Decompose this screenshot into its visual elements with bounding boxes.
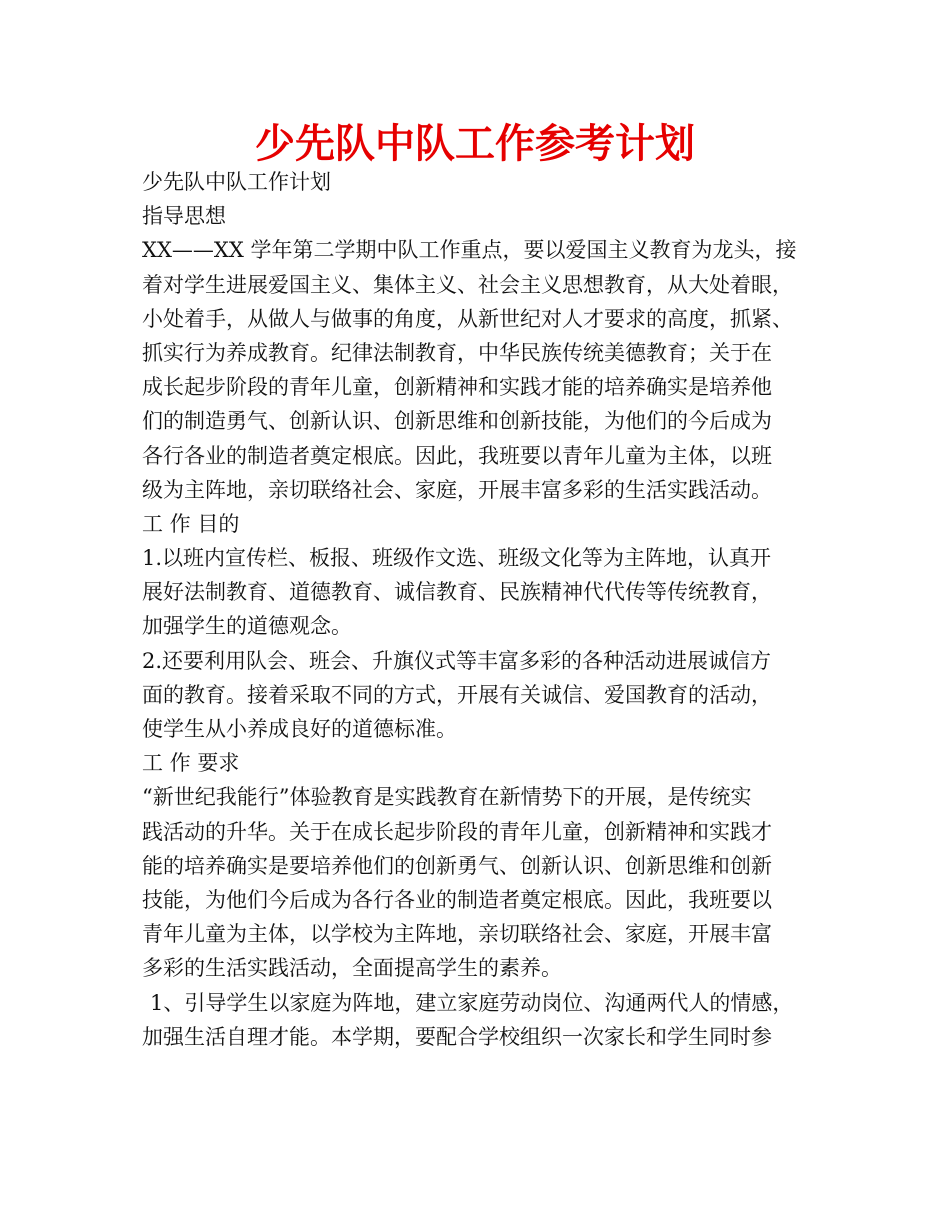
paragraph-line: 能的培养确实是要培养他们的创新勇气、创新认识、创新思维和创新 (142, 853, 772, 878)
list-item-line: 使学生从小养成良好的道德标准。 (142, 717, 457, 741)
paragraph-line: 们的制造勇气、创新认识、创新思维和创新技能，为他们的今后成为 (142, 409, 772, 434)
list-item-line: 1.以班内宣传栏、板报、班级作文选、班级文化等为主阵地，认真开 (142, 546, 772, 571)
list-item-line: 加强生活自理才能。本学期，要配合学校组织一次家长和学生同时参 (142, 1024, 772, 1049)
document-body (142, 165, 832, 1054)
list-item-line: 2.还要利用队会、班会、升旗仪式等丰富多彩的各种活动进展诚信方 (142, 648, 772, 673)
list-item-line: 加强学生的道德观念。 (142, 614, 352, 639)
paragraph-line: 着对学生进展爱国主义、集体主义、社会主义思想教育，从大处着眼， (142, 272, 793, 297)
paragraph-line: 多彩的生活实践活动，全面提高学生的素养。 (142, 956, 562, 981)
list-item-line: 面的教育。接着采取不同的方式，开展有关诚信、爱国教育的活动， (142, 682, 772, 707)
paragraph-line: 抓实行为养成教育。纪律法制教育，中华民族传统美德教育；关于在 (142, 340, 772, 365)
paragraph-line: 践活动的升华。关于在成长起步阶段的青年儿童，创新精神和实践才 (142, 819, 772, 844)
section-heading-guiding-thought: 指导思想 (142, 204, 226, 229)
paragraph-line: 各行各业的制造者奠定根底。因此，我班要以青年儿童为主体，以班 (142, 443, 772, 468)
paragraph-line: 小处着手，从做人与做事的角度，从新世纪对人才要求的高度，抓紧、 (142, 306, 793, 331)
document-title: 少先队中队工作参考计划 (255, 121, 695, 167)
section-heading-work-goals: 工 作 目的 (142, 511, 240, 536)
list-item-line: 1、引导学生以家庭为阵地，建立家庭劳动岗位、沟通两代人的情感， (150, 990, 794, 1015)
paragraph-line: XX——XX 学年第二学期中队工作重点，要以爱国主义教育为龙头，接 (142, 238, 797, 263)
paragraph-line: 级为主阵地，亲切联络社会、家庭，开展丰富多彩的生活实践活动。 (142, 477, 772, 502)
section-heading-work-requirements: 工 作 要求 (142, 751, 240, 776)
paragraph-line: 青年儿童为主体，以学校为主阵地，亲切联络社会、家庭，开展丰富 (142, 922, 772, 947)
paragraph-line: 成长起步阶段的青年儿童，创新精神和实践才能的培养确实是培养他 (142, 375, 772, 400)
paragraph-line: 技能，为他们今后成为各行各业的制造者奠定根底。因此，我班要以 (142, 887, 772, 912)
paragraph-line: “新世纪我能行”体验教育是实践教育在新情势下的开展，是传统实 (142, 785, 752, 810)
list-item-line: 展好法制教育、道德教育、诚信教育、民族精神代代传等传统教育， (142, 580, 772, 605)
subtitle-line: 少先队中队工作计划 (142, 170, 331, 194)
